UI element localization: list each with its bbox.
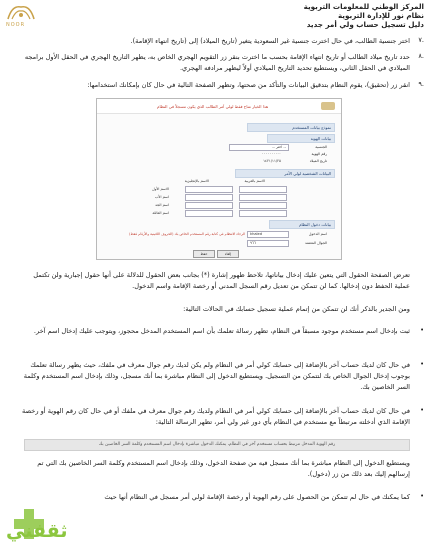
family-name-english[interactable]: [185, 210, 233, 217]
family-name-arabic[interactable]: [239, 210, 287, 217]
screenshot-notice: هذا الخيار متاح فقط لولي أمر الطالب الذي يكون مسجلاً في النظام: [157, 104, 269, 109]
bullet-marker: •: [420, 406, 424, 414]
step-number: ٨.: [418, 52, 424, 60]
save-button[interactable]: حفظ: [193, 250, 215, 258]
id-number-value: ٠٠٠٠٠٠٠٠٠٠: [261, 152, 281, 156]
step-9-text: انقر زر (تحقيق)، يقوم النظام بتدقيق البيانات والتأكد من صحتها، وتظهر الصفحة التالية في حال كان بإمكانك استخدامها:: [87, 81, 410, 89]
nationality-value: -- اختر --: [272, 145, 286, 149]
step-8-text: حدد تاريخ ميلاد الطالب أو تاريخ انتهاء الإقامة بحسب ما اخترت بنقر زر التقويم الهجري الخاص به، يظهر التاريخ الهجري في الحقل الأول برامجه الميلادي في الحقل الثاني، ويستطيع تحديد التاريخ الميلادي أولاً ليظهر مرادفه الهجري.: [24, 53, 410, 72]
bullet-marker: •: [420, 492, 424, 500]
grandfather-name-arabic[interactable]: [239, 202, 287, 209]
form-screenshot: [96, 98, 342, 260]
username-label: اسم الدخول: [308, 232, 327, 236]
step-number: ٧.: [418, 36, 424, 44]
birth-date-value: ١٤٢١/١١/٢٥: [263, 159, 281, 163]
step-7-text: اختر جنسية الطالب، في حال اخترت جنسية غير السعودية يتغير (تاريخ الميلاد) إلى (تاريخ انتهاء الإقامة).: [130, 37, 410, 45]
first-name-arabic[interactable]: [239, 186, 287, 193]
header-lines: [304, 2, 424, 29]
cancel-button[interactable]: إلغاء: [217, 250, 239, 258]
document-header: [0, 0, 432, 30]
mobile-input[interactable]: [247, 240, 289, 247]
mobile-prefix: ٩٦٦: [250, 241, 256, 245]
first-name-label: الاسم الأول: [152, 187, 169, 191]
section-personal-data: البيانات الشخصية لولي الأمر: [235, 169, 335, 178]
closing-paragraph-2: كما يمكنك في حال لم تتمكن من الحصول على رقم الهوية أو رخصة الإقامة لولي أمر مسجل في النظام أنها حيث: [104, 493, 410, 501]
nationality-select[interactable]: [229, 144, 289, 151]
section-user-data: نموذج بيانات المستخدم: [247, 123, 335, 132]
step-number: ٩.: [418, 80, 424, 88]
col-arabic-name: الاسم بالعربية: [244, 179, 265, 183]
col-english-name: الاسم بالإنجليزية: [184, 179, 209, 183]
username-value: khaled: [250, 232, 263, 236]
grandfather-name-english[interactable]: [185, 202, 233, 209]
username-hint: الرجاء الانتظام في كتابة رقم المستخدم الخاص بك (الحروف اللاتينية والأرقام فقط): [129, 232, 245, 236]
father-name-english[interactable]: [185, 194, 233, 201]
nationality-label: الجنسية: [315, 145, 327, 149]
birth-date-label: تاريخ الميلاد: [309, 159, 327, 163]
family-name-label: اسم العائلة: [152, 211, 169, 215]
header-line-guide: دليل تسجيل حساب ولي أمر جديد: [306, 20, 424, 29]
header-line-system: نظام نور للإدارة التربوية: [337, 11, 424, 20]
case-linked-id: في حال كان لديك حساب آخر بالإضافة إلى حسابك كولي أمر في النظام ولديك رقم جوال معرف في ملفك أو في حال كان رقم الهوية أو رخصة الإقامة الذي أدخلته مرتبطاً مع مستخدم في النظام بأي دور غير ولي أمر، تظهر الرسالة التالية:: [22, 407, 410, 426]
fields-explanation: تعرض الصفحة الحقول التي يتعين عليك إدخال بياناتها، تلاحظ ظهور إشارة (*) بجانب بعض الحقول للدلالة على أنها حقول إجبارية ولن تكتمل عملية الحفظ دون إدخالها. كما لن تتمكن من تعديل رقم السجل المدني أو رخصة الإقامة واسم الدخول.: [33, 271, 410, 290]
watermark-text: ثقفني: [6, 520, 68, 542]
screenshot-logo: [321, 102, 335, 110]
grandfather-name-label: اسم الجد: [155, 203, 169, 207]
header-line-center: المركز الوطني للمعلومات التربوية: [303, 2, 424, 11]
id-number-label: رقم الهوية: [311, 152, 327, 156]
mobile-label: الجوال المعتمد: [305, 241, 327, 245]
case-no-mobile: في حال كان لديك حساب آخر بالإضافة إلى حسابك كولي أمر في النظام ولم يكن لديك رقم جوال معرف في ملفك، حيث يظهر رسالة تعلمك بوجوب إدخال الجوال الخاص بك لتتمكن من التسجيل. ويستطيع الدخول إلى النظام مباشرة بما أنك مسجل، وذلك بإدخال اسم المستخدم وكلمة السر الخاصين بك.: [23, 361, 410, 391]
father-name-arabic[interactable]: [239, 194, 287, 201]
error-message-banner: رقم الهوية المدخل مرتبط بحساب مستخدم آخر في النظام، يمكنك الدخول مباشرة بإدخال اسم المستخدم وكلمة السر الخاصين بك: [24, 439, 410, 451]
section-login-data: بيانات دخول النظام: [269, 220, 335, 229]
father-name-label: اسم الأب: [155, 195, 169, 199]
closing-paragraph-1: ويستطيع الدخول إلى النظام مباشرة بما أنك مسجل فيه من صفحة الدخول، وذلك بإدخال اسم المستخدم وكلمة السر الخاصين بك التي تم إرسالهم إليك بعد ذلك من زر (دخول).: [37, 459, 410, 478]
case-username-taken: ثبت بإدخال اسم مستخدم موجود مسبقاً في النظام، تظهر رسالة تعلمك بأن اسم المستخدم المدخل محجوز، ويتوجب عليك إدخال اسم آخر.: [33, 327, 410, 335]
logo-caption: NOOR: [6, 22, 26, 28]
bullet-marker: •: [420, 326, 424, 334]
first-name-english[interactable]: [185, 186, 233, 193]
username-input[interactable]: [247, 231, 289, 238]
section-identity: بيانات الهوية: [267, 134, 335, 143]
cases-intro: ومن الجدير بالذكر أنك لن تتمكن من إتمام عملية تسجيل حسابك في الحالات التالية:: [183, 305, 410, 313]
bullet-marker: •: [420, 360, 424, 368]
